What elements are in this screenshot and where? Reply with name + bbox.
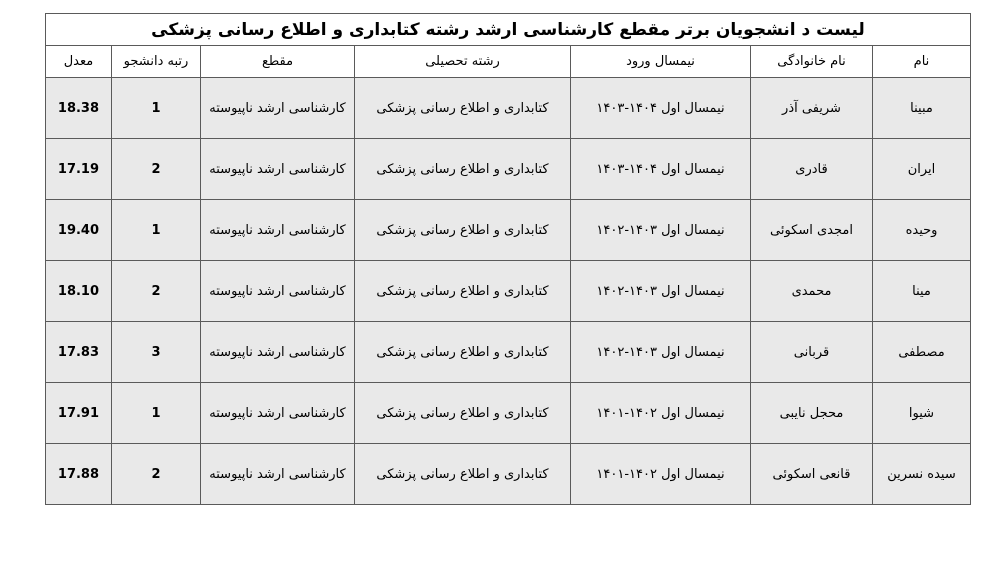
cell-entry: نیمسال اول ۱۴۰۳-۱۴۰۲ — [571, 200, 751, 261]
cell-gpa: 17.91 — [45, 383, 111, 444]
cell-entry: نیمسال اول ۱۴۰۳-۱۴۰۲ — [571, 261, 751, 322]
cell-rank: 1 — [112, 200, 201, 261]
cell-rank: 2 — [112, 444, 201, 505]
cell-family: قادری — [751, 139, 873, 200]
col-header-name: نام — [873, 46, 971, 78]
cell-rank: 3 — [112, 322, 201, 383]
col-header-rank: رتبه دانشجو — [112, 46, 201, 78]
cell-degree: کارشناسی ارشد ناپیوسته — [201, 139, 355, 200]
cell-degree: کارشناسی ارشد ناپیوسته — [201, 261, 355, 322]
table-row — [45, 139, 970, 200]
cell-field: کتابداری و اطلاع رسانی پزشکی — [355, 383, 571, 444]
cell-gpa: 17.83 — [45, 322, 111, 383]
cell-gpa: 18.38 — [45, 78, 111, 139]
cell-degree: کارشناسی ارشد ناپیوسته — [201, 383, 355, 444]
cell-family: محمدی — [751, 261, 873, 322]
col-header-family: نام خانوادگی — [751, 46, 873, 78]
top-students-table — [45, 13, 971, 505]
cell-entry: نیمسال اول ۱۴۰۴-۱۴۰۳ — [571, 78, 751, 139]
table-row — [45, 200, 970, 261]
cell-name: مبینا — [873, 78, 971, 139]
cell-name: مصطفی — [873, 322, 971, 383]
cell-field: کتابداری و اطلاع رسانی پزشکی — [355, 78, 571, 139]
table-row — [45, 78, 970, 139]
cell-gpa: 17.19 — [45, 139, 111, 200]
cell-rank: 2 — [112, 139, 201, 200]
cell-family: شریفی آذر — [751, 78, 873, 139]
cell-name: ایران — [873, 139, 971, 200]
cell-name: وحیده — [873, 200, 971, 261]
cell-family: قربانی — [751, 322, 873, 383]
cell-entry: نیمسال اول ۱۴۰۲-۱۴۰۱ — [571, 383, 751, 444]
cell-field: کتابداری و اطلاع رسانی پزشکی — [355, 139, 571, 200]
cell-family: محجل نایبی — [751, 383, 873, 444]
table-title: لیست د انشجویان برتر مقطع کارشناسی ارشد رشته کتابداری و اطلاع رسانی پزشکی — [45, 14, 970, 46]
col-header-entry: نیمسال ورود — [571, 46, 751, 78]
cell-entry: نیمسال اول ۱۴۰۳-۱۴۰۲ — [571, 322, 751, 383]
cell-field: کتابداری و اطلاع رسانی پزشکی — [355, 200, 571, 261]
cell-gpa: 19.40 — [45, 200, 111, 261]
cell-family: امجدی اسکوئی — [751, 200, 873, 261]
table-row — [45, 322, 970, 383]
cell-name: شیوا — [873, 383, 971, 444]
col-header-degree: مقطع — [201, 46, 355, 78]
header-row — [45, 46, 970, 78]
cell-entry: نیمسال اول ۱۴۰۲-۱۴۰۱ — [571, 444, 751, 505]
col-header-field: رشته تحصیلی — [355, 46, 571, 78]
table-row — [45, 383, 970, 444]
cell-field: کتابداری و اطلاع رسانی پزشکی — [355, 444, 571, 505]
table-row — [45, 261, 970, 322]
cell-degree: کارشناسی ارشد ناپیوسته — [201, 444, 355, 505]
cell-field: کتابداری و اطلاع رسانی پزشکی — [355, 261, 571, 322]
cell-name: مینا — [873, 261, 971, 322]
cell-name: سیده نسرین — [873, 444, 971, 505]
cell-gpa: 17.88 — [45, 444, 111, 505]
cell-rank: 2 — [112, 261, 201, 322]
table-row — [45, 444, 970, 505]
col-header-gpa: معدل — [45, 46, 111, 78]
cell-degree: کارشناسی ارشد ناپیوسته — [201, 78, 355, 139]
cell-entry: نیمسال اول ۱۴۰۴-۱۴۰۳ — [571, 139, 751, 200]
cell-family: قانعی اسکوئی — [751, 444, 873, 505]
cell-degree: کارشناسی ارشد ناپیوسته — [201, 322, 355, 383]
students-sheet — [46, 13, 971, 505]
cell-rank: 1 — [112, 78, 201, 139]
cell-gpa: 18.10 — [45, 261, 111, 322]
table-body — [45, 78, 970, 505]
cell-rank: 1 — [112, 383, 201, 444]
cell-degree: کارشناسی ارشد ناپیوسته — [201, 200, 355, 261]
cell-field: کتابداری و اطلاع رسانی پزشکی — [355, 322, 571, 383]
